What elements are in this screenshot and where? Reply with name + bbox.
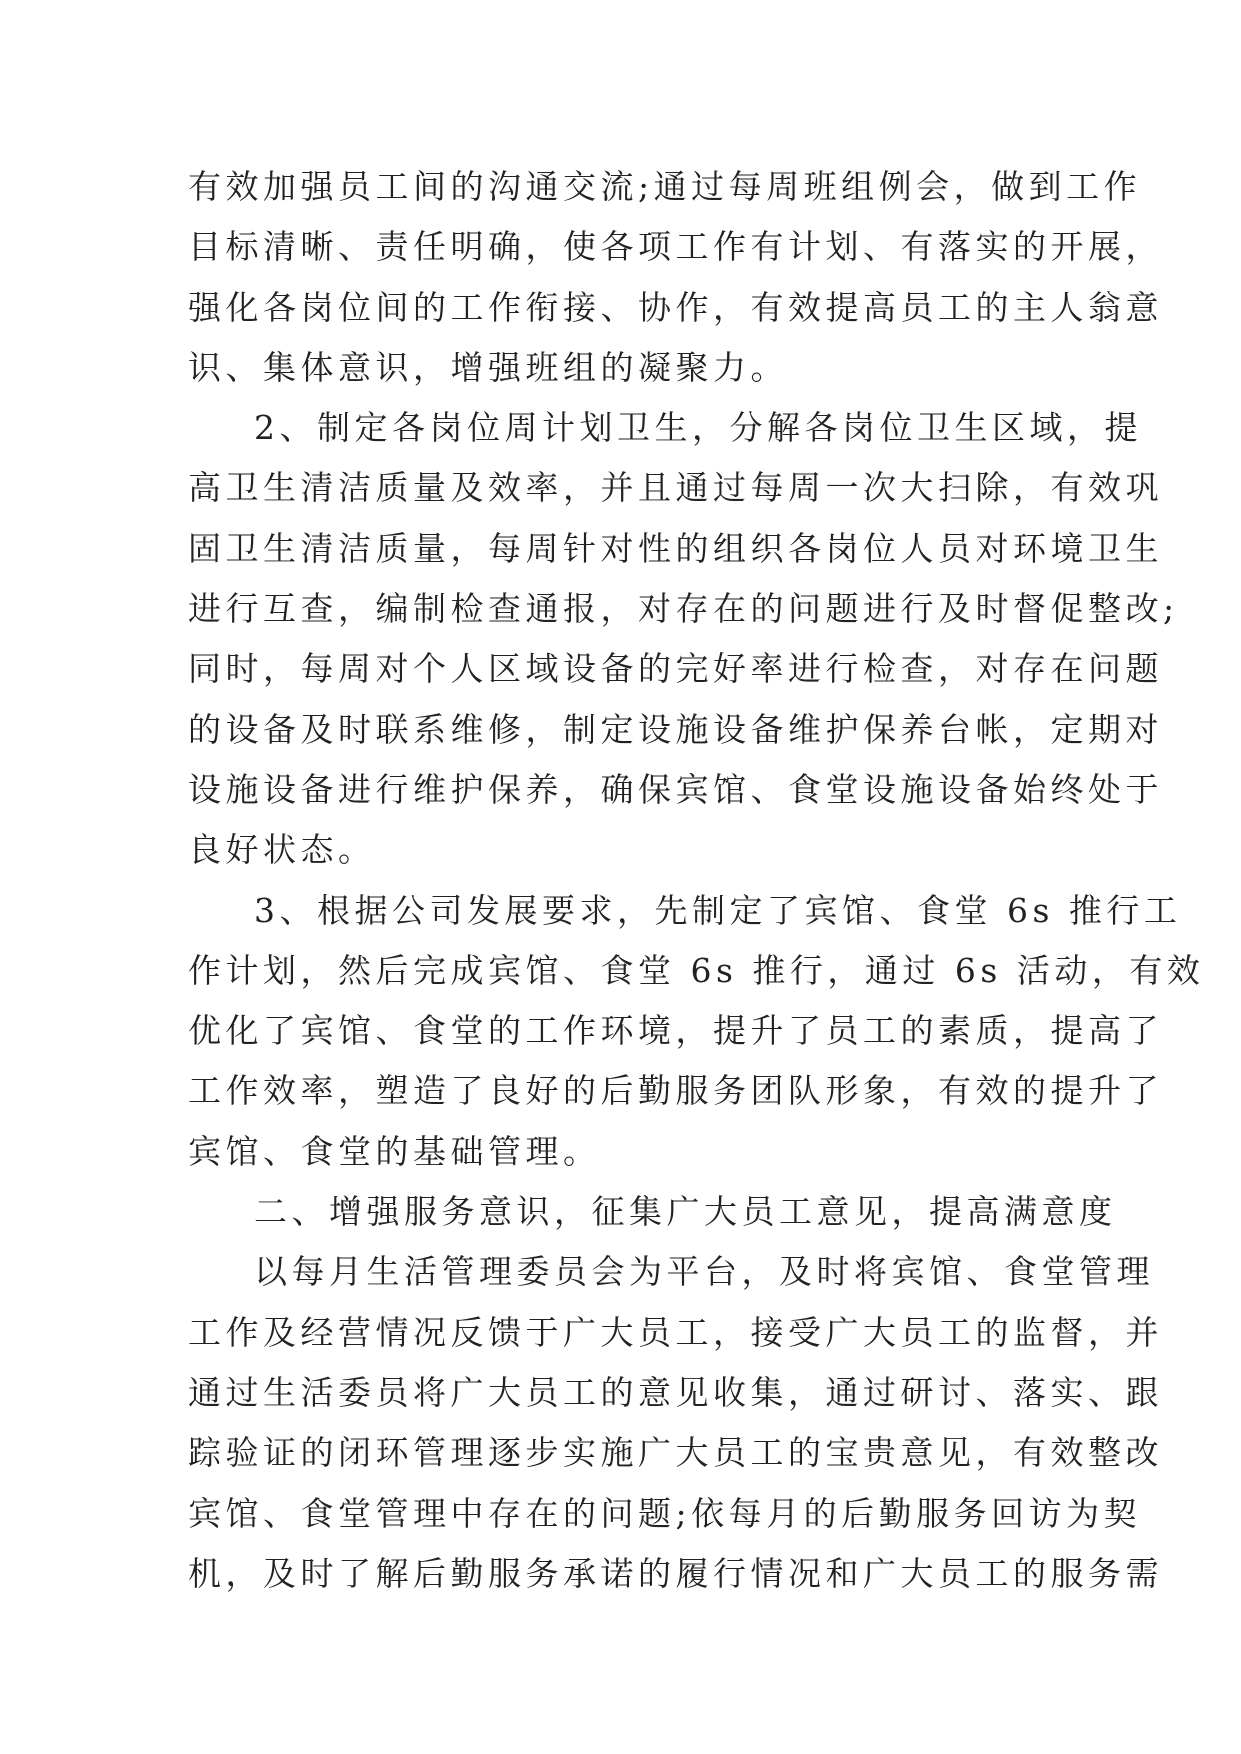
section-heading: 二、增强服务意识，征集广大员工意见，提高满意度 bbox=[254, 1192, 1117, 1232]
text-line: 宾馆、食堂的基础管理。 bbox=[188, 1131, 601, 1171]
text-line: 工作效率，塑造了良好的后勤服务团队形象，有效的提升了 bbox=[188, 1071, 1163, 1111]
paragraph-first-line: 以每月生活管理委员会为平台，及时将宾馆、食堂管理 bbox=[254, 1252, 1154, 1292]
text-line: 目标清晰、责任明确，使各项工作有计划、有落实的开展， bbox=[188, 227, 1163, 267]
paragraph-first-line: 2、制定各岗位周计划卫生，分解各岗位卫生区域，提 bbox=[254, 408, 1142, 448]
text-line: 有效加强员工间的沟通交流;通过每周班组例会，做到工作 bbox=[188, 167, 1142, 206]
text-line: 通过生活委员将广大员工的意见收集，通过研讨、落实、跟 bbox=[188, 1372, 1163, 1412]
text-line: 高卫生清洁质量及效率，并且通过每周一次大扫除，有效巩 bbox=[188, 468, 1163, 508]
text-line: 优化了宾馆、食堂的工作环境，提升了员工的素质，提高了 bbox=[188, 1011, 1163, 1051]
text-line: 固卫生清洁质量，每周针对性的组织各岗位人员对环境卫生 bbox=[188, 528, 1163, 568]
paragraph-first-line: 3、根据公司发展要求，先制定了宾馆、食堂 6s 推行工 bbox=[254, 890, 1182, 930]
text-line: 作计划，然后完成宾馆、食堂 6s 推行，通过 6s 活动，有效 bbox=[188, 950, 1205, 990]
text-line: 设施设备进行维护保养，确保宾馆、食堂设施设备始终处于 bbox=[188, 769, 1163, 809]
document-body bbox=[188, 157, 1205, 1604]
text-line: 的设备及时联系维修，制定设施设备维护保养台帐，定期对 bbox=[188, 709, 1163, 749]
text-line: 识、集体意识，增强班组的凝聚力。 bbox=[188, 347, 788, 387]
text-line: 工作及经营情况反馈于广大员工，接受广大员工的监督，并 bbox=[188, 1312, 1163, 1352]
text-line: 进行互查，编制检查通报，对存在的问题进行及时督促整改; bbox=[188, 589, 1179, 629]
text-line: 同时，每周对个人区域设备的完好率进行检查，对存在问题 bbox=[188, 649, 1163, 689]
text-line: 强化各岗位间的工作衔接、协作，有效提高员工的主人翁意 bbox=[188, 287, 1163, 327]
text-line: 踪验证的闭环管理逐步实施广大员工的宝贵意见，有效整改 bbox=[188, 1433, 1163, 1473]
text-line: 良好状态。 bbox=[188, 830, 376, 870]
text-line: 宾馆、食堂管理中存在的问题;依每月的后勤服务回访为契 bbox=[188, 1493, 1142, 1533]
text-line: 机，及时了解后勤服务承诺的履行情况和广大员工的服务需 bbox=[188, 1553, 1163, 1593]
